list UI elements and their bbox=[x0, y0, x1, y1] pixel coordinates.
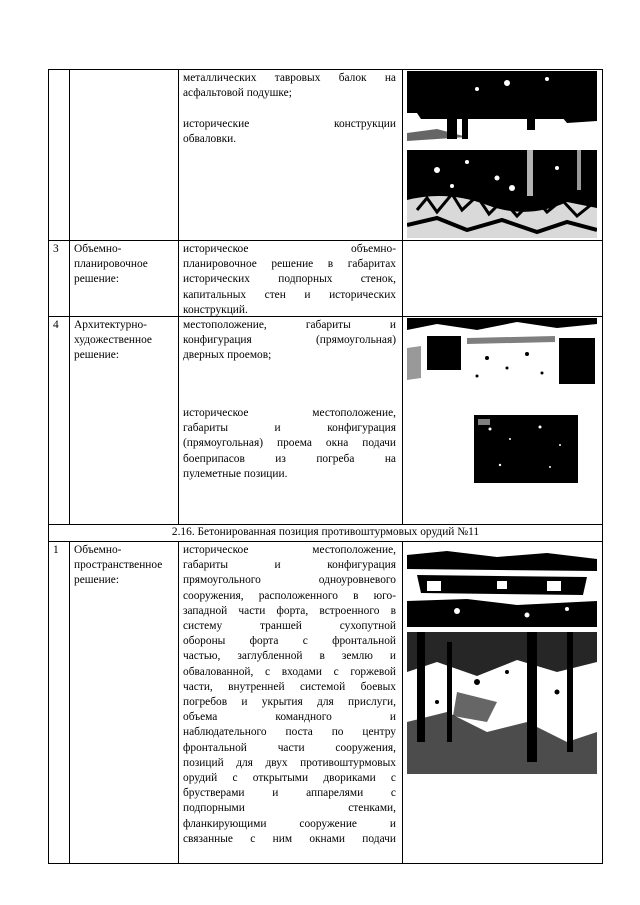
description-text: историческое местоположение, габариты и конфигурация прямоугольного одноуровневого сооружения, расположенного в юго- западной части форта, встроенного в систему траншей сухопутной обороны форта с фронтальной частью, заглубленной в землю и обвалованной, с входами с горжевой части, внутренней системой боевых погребов и укрытия для прислуги, объема командного и наблюдательного поста по центру фронтальной части сооружения, позиций для двух противоштурмовых орудий с открытыми двориками с брустверами и аппарелями с подпорными стенками, фланкирующими сооружение и связанные с ним окнами подачи bbox=[183, 544, 396, 845]
window-opening-photo bbox=[470, 415, 582, 485]
description-text: металлических тавровых балок на асфальтовой подушке; bbox=[183, 72, 396, 100]
row-divider bbox=[48, 240, 603, 241]
description-text: историческое местоположение, габариты и конфигурация (прямоугольная) проема окна подачи боеприпасов из погреба на пулеметные позиции. bbox=[183, 407, 396, 480]
table-right-border bbox=[602, 69, 603, 864]
row-name: Объемно- планировочное решение: bbox=[74, 243, 148, 286]
column-divider bbox=[402, 69, 403, 525]
description-text: историческое объемно- планировочное решение в габаритах исторических подпорных стенок, капитальных стен и исторических конструкций. bbox=[183, 243, 396, 316]
section-header: 2.16. Бетонированная позиция противоштурмовых орудий №11 bbox=[171, 526, 480, 538]
row-number: 4 bbox=[53, 319, 59, 331]
column-divider bbox=[178, 541, 179, 864]
column-divider bbox=[69, 541, 70, 864]
row-name: Объемно- пространственное решение: bbox=[74, 544, 163, 587]
column-divider bbox=[69, 69, 70, 525]
doorway-opening-photo bbox=[407, 318, 597, 388]
description-text: местоположение, габариты и конфигурация (прямоугольная) дверных проемов; bbox=[183, 319, 396, 362]
description-text: исторические конструкции обваловки. bbox=[183, 118, 396, 146]
column-divider bbox=[178, 69, 179, 525]
forest-trench-photo bbox=[407, 632, 597, 774]
table-left-border bbox=[48, 69, 49, 864]
row-number: 1 bbox=[53, 544, 59, 556]
column-divider bbox=[402, 541, 403, 864]
row-name: Архитектурно- художественное решение: bbox=[74, 319, 152, 362]
dark-beam-structure-photo bbox=[407, 71, 597, 145]
row-divider bbox=[48, 541, 603, 542]
table-top-border bbox=[48, 69, 603, 70]
table-bottom-border bbox=[48, 863, 603, 864]
row-number: 3 bbox=[53, 243, 59, 255]
fortification-front-photo bbox=[407, 545, 597, 627]
overgrown-embankment-photo bbox=[407, 150, 597, 238]
